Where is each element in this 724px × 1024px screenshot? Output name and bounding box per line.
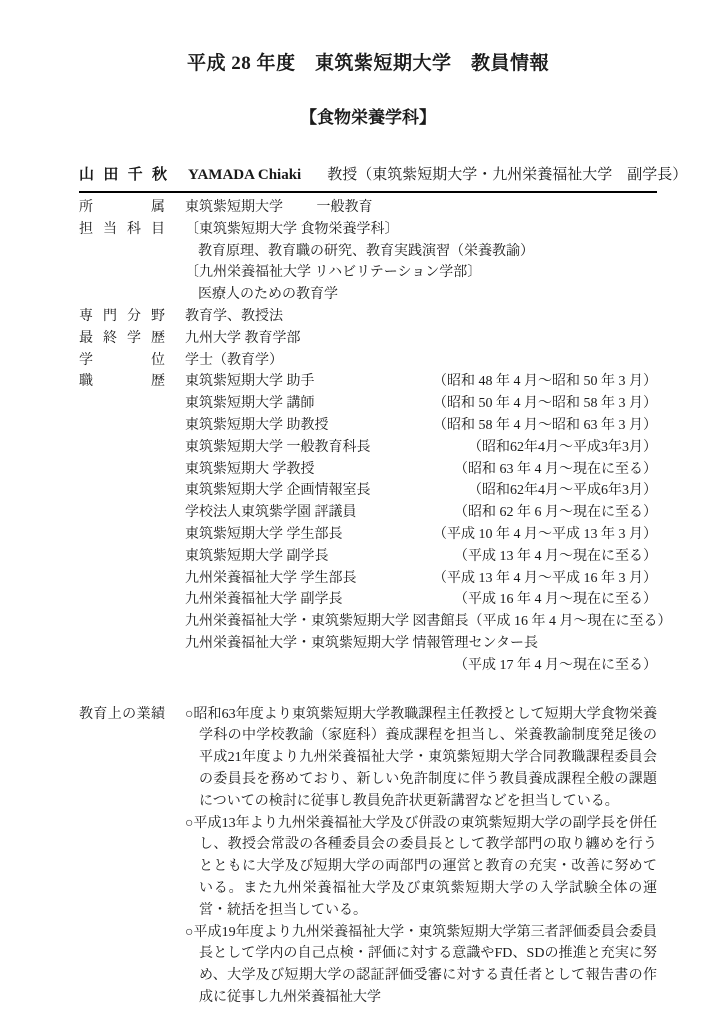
page-title: 平成 28 年度 東筑紫短期大学 教員情報 xyxy=(186,53,549,74)
course-line: 医療人のための教育学 xyxy=(198,287,338,303)
career-period: （昭和62年4月～平成6年3月） xyxy=(468,483,657,499)
achievement-item: ○平成19年度より九州栄養福祉大学・東筑紫短期大学第三者評価委員会委員長として学内の自己点検・評価に対する意識やFD、SDの推進と充実に努め、大学及び短期大学の認証評価受審に対する責任者として報告書の作成に従事し九州栄養福祉大学 xyxy=(185,924,657,1005)
courses-label: 担 当 科 目 xyxy=(79,221,165,237)
achievements-label: 教 育 上 の 業 績 xyxy=(79,706,165,722)
career-entry xyxy=(185,371,657,393)
career-position: 九州栄養福祉大学・東筑紫短期大学 情報管理センター長 xyxy=(185,635,538,651)
career-entry xyxy=(185,480,657,502)
field-row-specialty xyxy=(79,306,657,328)
final-education-value: 九州大学 教育学部 xyxy=(185,330,301,346)
field-row-career xyxy=(79,371,672,676)
career-position: 九州栄養福祉大学 副学長 xyxy=(185,592,343,608)
career-position: 東筑紫短期大 学教授 xyxy=(185,461,315,477)
career-period: （昭和 50 年 4 月～昭和 58 年 3 月） xyxy=(433,396,657,412)
courses-lines xyxy=(185,219,657,306)
achievement-item: ○平成13年より九州栄養福祉大学及び併設の東筑紫短期大学の副学長を併任し、教授会常設の各種委員会の委員長として教学部門の取り纏めを行うとともに大学及び短期大学の両部門の運営と教育の充実・改善に努めている。また九州栄養福祉大学及び東筑紫短期大学の入学試験全体の運営・統括を担当している。 xyxy=(185,815,657,918)
career-period: （昭和 58 年 4 月～昭和 63 年 3 月） xyxy=(433,418,657,434)
degree-value: 学士（教育学） xyxy=(185,352,283,368)
course-line: 教育原理、教育職の研究、教育実践演習（栄養教諭） xyxy=(198,243,534,259)
career-period: （昭和 48 年 4 月～昭和 50 年 3 月） xyxy=(433,374,657,390)
achievement-item: ○昭和63年度より東筑紫短期大学教職課程主任教授として短期大学食物栄養学科の中学校教諭（家庭科）養成課程を担当し、栄養教諭制度発足後の平成21年度より九州栄養福祉大学・東筑紫短期大学合同教職課程委員会の委員長を務めており、新しい免許制度に伴う教員養成課程全般の課題についての検討に従事し教員免許状更新講習などを担当している。 xyxy=(185,706,657,809)
career-position: 東筑紫短期大学 副学長 xyxy=(185,548,329,564)
career-period: （平成 13 年 4 月～平成 16 年 3 月） xyxy=(433,570,657,586)
career-position: 九州栄養福祉大学・東筑紫短期大学 図書館長 xyxy=(185,614,469,630)
affiliation-label: 所 属 xyxy=(79,200,165,216)
department-heading: 【食物栄養学科】 xyxy=(300,107,436,127)
career-period: （平成 16 年 4 月～現在に至る） xyxy=(454,592,657,608)
fields-section xyxy=(79,197,672,1009)
career-position: 東筑紫短期大学 企画情報室長 xyxy=(185,483,371,499)
career-entry xyxy=(185,655,657,677)
affiliation-value xyxy=(185,197,657,219)
career-period: （昭和 62 年 6 月～現在に至る） xyxy=(454,505,657,521)
field-row-final-education xyxy=(79,328,657,350)
career-entry xyxy=(185,546,657,568)
course-line: 〔九州栄養福祉大学 リハビリテーション学部〕 xyxy=(185,265,482,281)
career-entry xyxy=(185,393,657,415)
field-row-degree xyxy=(79,350,657,372)
specialty-label: 専 門 分 野 xyxy=(79,309,165,325)
career-entry xyxy=(185,459,657,481)
field-row-affiliation xyxy=(79,197,657,219)
career-entry xyxy=(185,502,657,524)
professor-header xyxy=(79,165,688,193)
career-period: （平成 10 年 4 月～平成 13 年 3 月） xyxy=(433,527,657,542)
career-entry xyxy=(185,589,657,611)
career-position: 東筑紫短期大学 助手 xyxy=(185,374,315,390)
field-row-courses xyxy=(79,219,657,306)
career-entry xyxy=(185,568,657,590)
affiliation-organization: 東筑紫短期大学 xyxy=(185,200,283,216)
specialty-value: 教育学、教授法 xyxy=(185,309,283,325)
career-position: 学校法人東筑紫学園 評議員 xyxy=(185,505,357,521)
professor-name: 山 田 千 秋 xyxy=(79,166,167,183)
career-entry xyxy=(185,524,657,546)
career-position: 九州栄養福祉大学 学生部長 xyxy=(185,570,357,586)
career-period: （昭和62年4月～平成3年3月） xyxy=(468,439,657,455)
career-position: 東筑紫短期大学 一般教育科長 xyxy=(185,439,371,455)
career-position: 東筑紫短期大学 講師 xyxy=(185,396,315,412)
achievement-items xyxy=(185,704,657,1009)
career-period: （平成 17 年 4 月～現在に至る） xyxy=(454,657,657,673)
degree-label: 学 位 xyxy=(79,352,165,368)
career-entry xyxy=(185,611,672,633)
professor-name-roman: YAMADA Chiaki xyxy=(188,166,302,183)
final-education-label: 最 終 学 歴 xyxy=(79,330,165,346)
career-entry xyxy=(185,437,657,459)
career-period: （平成 13 年 4 月～現在に至る） xyxy=(454,548,657,564)
career-entries xyxy=(185,371,672,676)
professor-position: 教授（東筑紫短期大学・九州栄養福祉大学 副学長） xyxy=(327,166,688,183)
career-period: （昭和 63 年 4 月～現在に至る） xyxy=(454,461,657,477)
field-row-achievements xyxy=(79,704,657,1009)
career-position: 東筑紫短期大学 助教授 xyxy=(185,418,329,434)
course-line: 〔東筑紫短期大学 食物栄養学科〕 xyxy=(185,221,399,237)
affiliation-division: 一般教育 xyxy=(316,200,373,216)
career-entry xyxy=(185,633,657,655)
career-entry xyxy=(185,415,657,437)
career-position: 東筑紫短期大学 学生部長 xyxy=(185,527,343,542)
career-label: 職 歴 xyxy=(79,374,165,390)
career-period: （平成 16 年 4 月～現在に至る） xyxy=(468,614,672,630)
